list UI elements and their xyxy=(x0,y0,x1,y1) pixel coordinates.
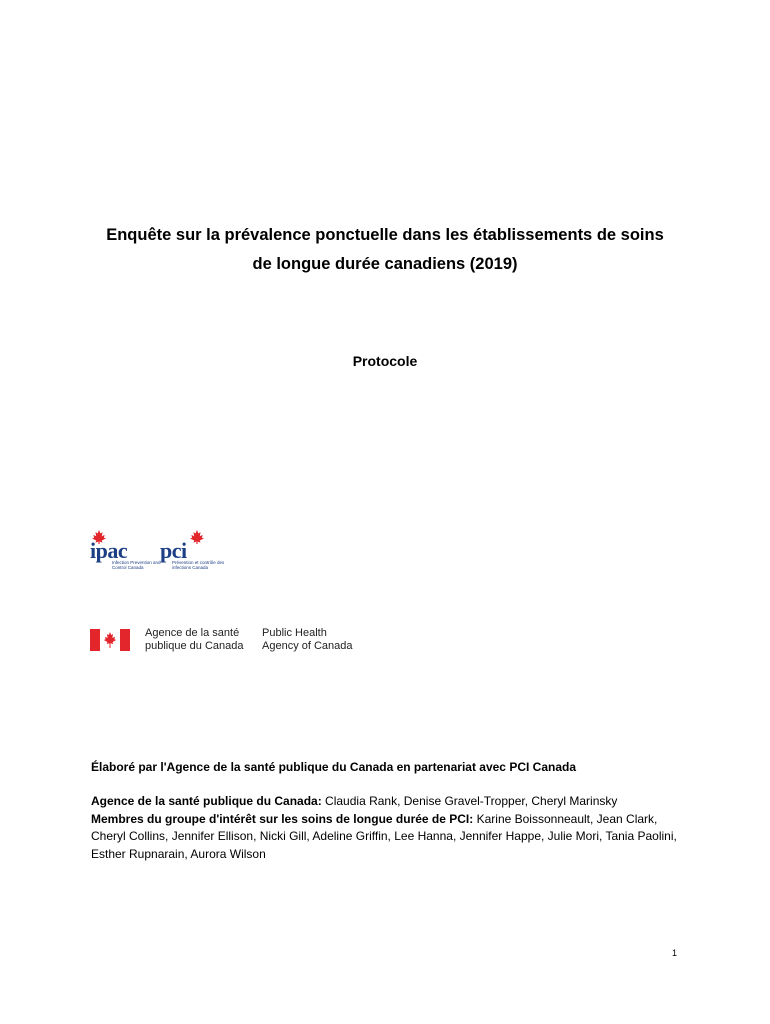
title-line-1: Enquête sur la prévalence ponctuelle dans les établissements de soins xyxy=(106,226,664,244)
document-subtitle: Protocole xyxy=(352,353,418,369)
agency-signature xyxy=(90,625,390,659)
agency-fr-line-2: publique du Canada xyxy=(145,640,244,652)
credits xyxy=(91,793,681,863)
pci-credit-names: Karine Boissonneault, Jean Clark, Cheryl Collins, Jennifer Ellison, Nicki Gill, Adeline Griffin, Lee Hanna, Jennifer Happe, Julie Mori, Tania Paolini, Esther Rupnarain, Aurora Wilson xyxy=(91,811,677,861)
pci-tagline: Prévention et contrôle des infections Canada xyxy=(172,560,225,570)
partner-logos xyxy=(90,530,225,575)
pci-credit xyxy=(91,811,681,864)
agency-en-line-2: Agency of Canada xyxy=(262,640,353,652)
ipac-wordmark: ipac xyxy=(90,538,128,563)
agency-name-fr xyxy=(145,627,243,653)
pci-logo xyxy=(160,530,225,574)
canada-flag-icon xyxy=(90,629,130,651)
title-line-2: de longue durée canadiens (2019) xyxy=(252,255,518,273)
agency-en-line-1: Public Health xyxy=(262,627,327,639)
maple-leaf-icon xyxy=(190,530,204,544)
page-number: 1 xyxy=(672,948,678,958)
phac-credit xyxy=(91,793,681,811)
pci-wordmark: pci xyxy=(160,538,187,563)
phac-credit-label: Agence de la santé publique du Canada: xyxy=(91,794,322,808)
phac-credit-names: Claudia Rank, Denise Gravel-Tropper, Cheryl Marinsky xyxy=(321,794,618,808)
ipac-tagline: Infection Prevention and Control Canada xyxy=(112,560,161,570)
agency-name-en xyxy=(262,627,353,653)
pci-credit-label: Membres du groupe d'intérêt sur les soins de longue durée de PCI: xyxy=(91,811,474,826)
ipac-logo xyxy=(90,530,161,574)
document-title xyxy=(60,221,710,279)
agency-fr-line-1: Agence de la santé xyxy=(145,627,240,639)
prepared-by: Élaboré par l'Agence de la santé publique du Canada en partenariat avec PCI Canada xyxy=(91,760,576,774)
